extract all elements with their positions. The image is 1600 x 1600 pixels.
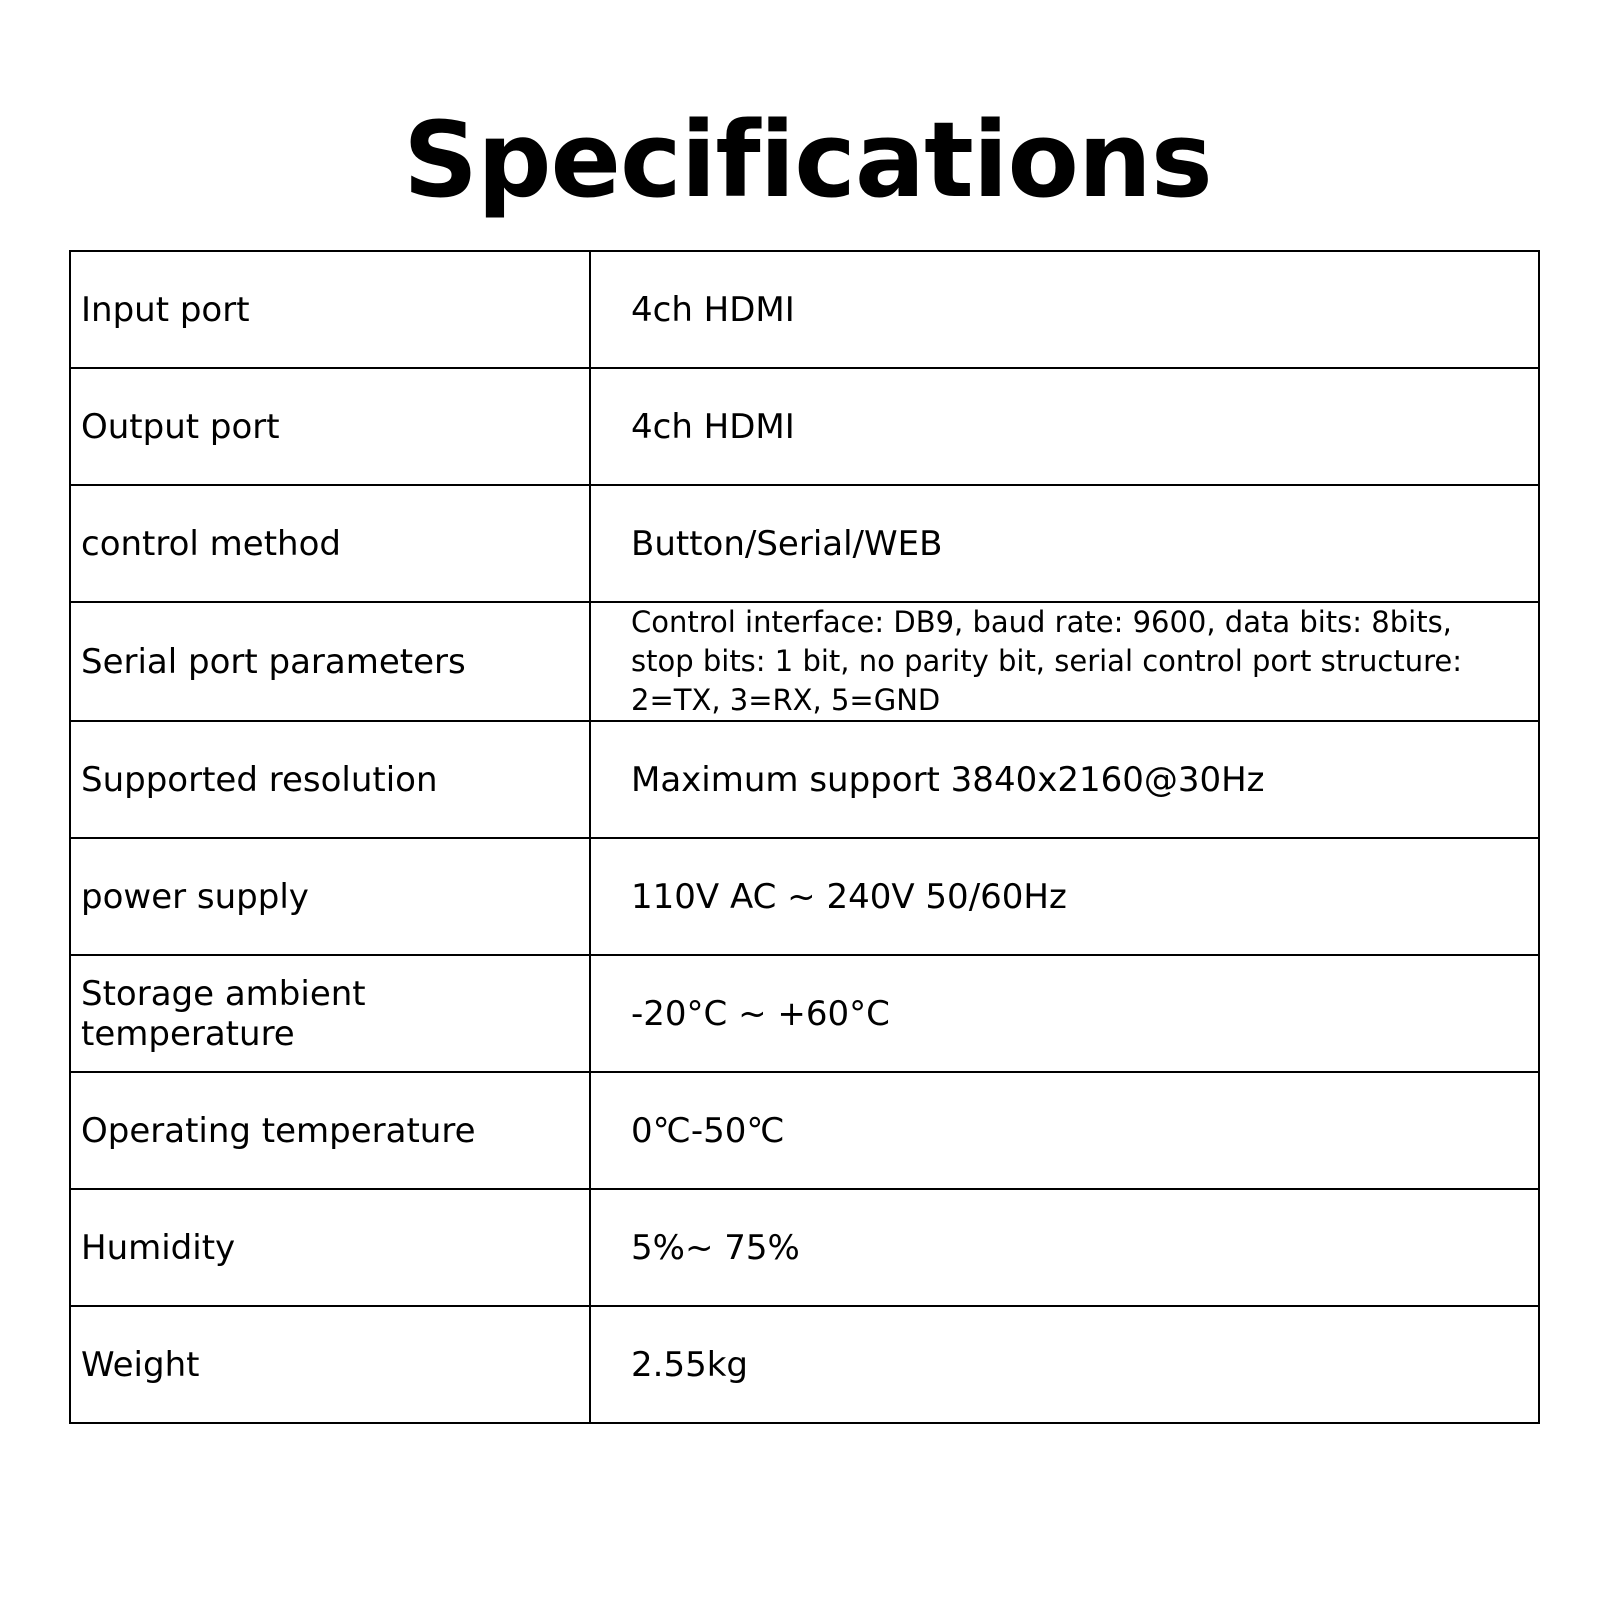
table-row [70,721,1539,838]
spec-value: 2.55kg [590,1306,1539,1423]
spec-label: power supply [70,838,590,955]
table-row [70,1306,1539,1423]
spec-label: control method [70,485,590,602]
table-row [70,955,1539,1072]
spec-label: Serial port parameters [70,602,590,721]
spec-value: Maximum support 3840x2160@30Hz [590,721,1539,838]
table-row [70,251,1539,368]
table-row [70,1189,1539,1306]
specifications-table [69,250,1540,1424]
spec-value: 0℃-50℃ [590,1072,1539,1189]
table-row [70,368,1539,485]
spec-label: Weight [70,1306,590,1423]
spec-value: 4ch HDMI [590,251,1539,368]
spec-label: Humidity [70,1189,590,1306]
page-title: Specifications [403,99,1212,221]
table-row [70,838,1539,955]
spec-value: 5%~ 75% [590,1189,1539,1306]
spec-label: Storage ambient temperature [70,955,590,1072]
spec-label: Input port [70,251,590,368]
table-row [70,1072,1539,1189]
table-row [70,602,1539,721]
spec-value: -20°C ~ +60°C [590,955,1539,1072]
spec-label: Output port [70,368,590,485]
spec-label: Operating temperature [70,1072,590,1189]
spec-label: Supported resolution [70,721,590,838]
spec-value: Button/Serial/WEB [590,485,1539,602]
spec-value: 110V AC ~ 240V 50/60Hz [590,838,1539,955]
table-row [70,485,1539,602]
spec-value: 4ch HDMI [590,368,1539,485]
spec-value: Control interface: DB9, baud rate: 9600, data bits: 8bits, stop bits: 1 bit, no parity bit, serial control port structure: 2=TX, 3=RX, 5=GND [590,602,1539,721]
